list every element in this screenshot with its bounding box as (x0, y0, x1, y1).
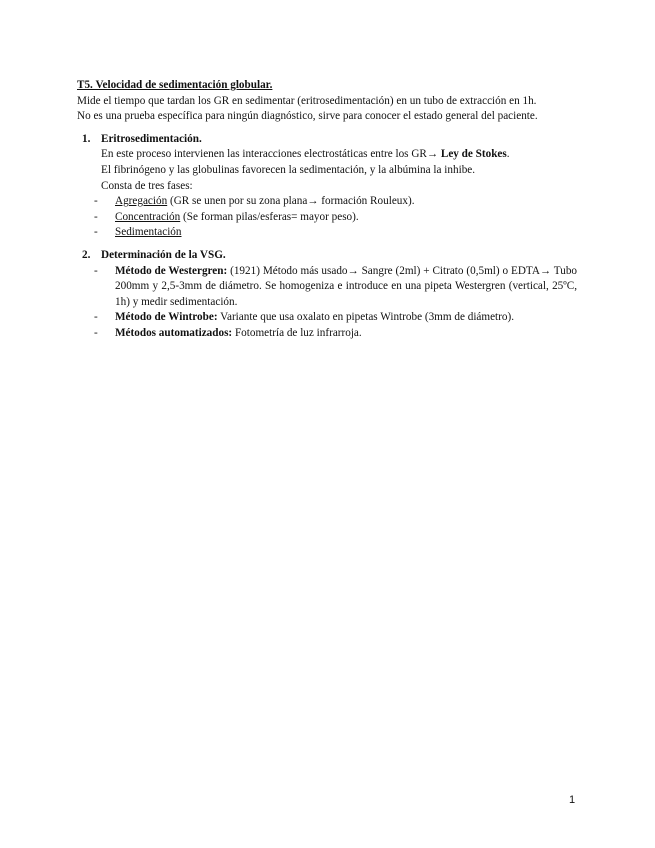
section-number: 2. (82, 248, 91, 261)
line-end: . (506, 148, 510, 161)
dash-bullet-icon: - (94, 264, 98, 277)
section-line (101, 147, 577, 163)
bullet-term: Sedimentación (115, 226, 182, 239)
list-item (77, 264, 577, 311)
bullet-text: Fotometría de luz infrarroja. (232, 326, 362, 339)
list-item (77, 225, 577, 241)
page-number: 1 (569, 794, 576, 806)
bullet-text: (1921) Método más usado→ Sangre (2ml) + Citrato (0,5ml) o EDTA→ Tubo 200mm y 2,5-3mm de diámetro. Se homogeniza e introduce en una pipeta Westergren (vertical, 25ºC, 1h) y medir sedimentación. (115, 264, 578, 308)
list-item (77, 210, 577, 226)
bullet-text: (GR se unen por su zona plana→ formación Rouleux). (167, 195, 415, 208)
section-heading: Determinación de la VSG. (101, 248, 226, 261)
bullet-term: Método de Westergren: (115, 264, 228, 277)
ley-de-stokes: Ley de Stokes (440, 148, 507, 161)
phases-list (77, 194, 577, 241)
document-body (77, 78, 577, 342)
dash-bullet-icon: - (94, 226, 98, 239)
bullet-term: Métodos automatizados: (115, 326, 233, 339)
list-item (77, 310, 577, 326)
section-determinacion-vsg (77, 248, 577, 264)
bullet-text: Variante que usa oxalato en pipetas Wintrobe (3mm de diámetro). (217, 311, 515, 324)
list-item (77, 194, 577, 210)
document-title: T5. Velocidad de sedimentación globular. (77, 79, 273, 91)
dash-bullet-icon: - (94, 311, 98, 324)
section-eritrosedimentacion (77, 132, 577, 194)
section-line: El fibrinógeno y las globulinas favorecen la sedimentación, y la albúmina la inhibe. (101, 163, 476, 176)
section-line: Consta de tres fases: (101, 179, 193, 192)
methods-list (77, 264, 577, 342)
dash-bullet-icon: - (94, 210, 98, 223)
dash-bullet-icon: - (94, 195, 98, 208)
section-number: 1. (82, 132, 91, 145)
bullet-term: Concentración (115, 210, 181, 223)
bullet-term: Método de Wintrobe: (115, 311, 218, 324)
intro-line-1: Mide el tiempo que tardan los GR en sedimentar (eritrosedimentación) en un tubo de extracción en 1h. (77, 94, 537, 107)
bullet-term: Agregación (115, 195, 168, 208)
section-heading: Eritrosedimentación. (101, 132, 202, 145)
bullet-text: (Se forman pilas/esferas= mayor peso). (180, 210, 359, 223)
intro-line-2: No es una prueba específica para ningún diagnóstico, sirve para conocer el estado general del paciente. (77, 110, 538, 123)
dash-bullet-icon: - (94, 326, 98, 339)
list-item (77, 326, 577, 342)
line-text: En este proceso intervienen las interacciones electrostáticas entre los GR→ (101, 148, 441, 161)
